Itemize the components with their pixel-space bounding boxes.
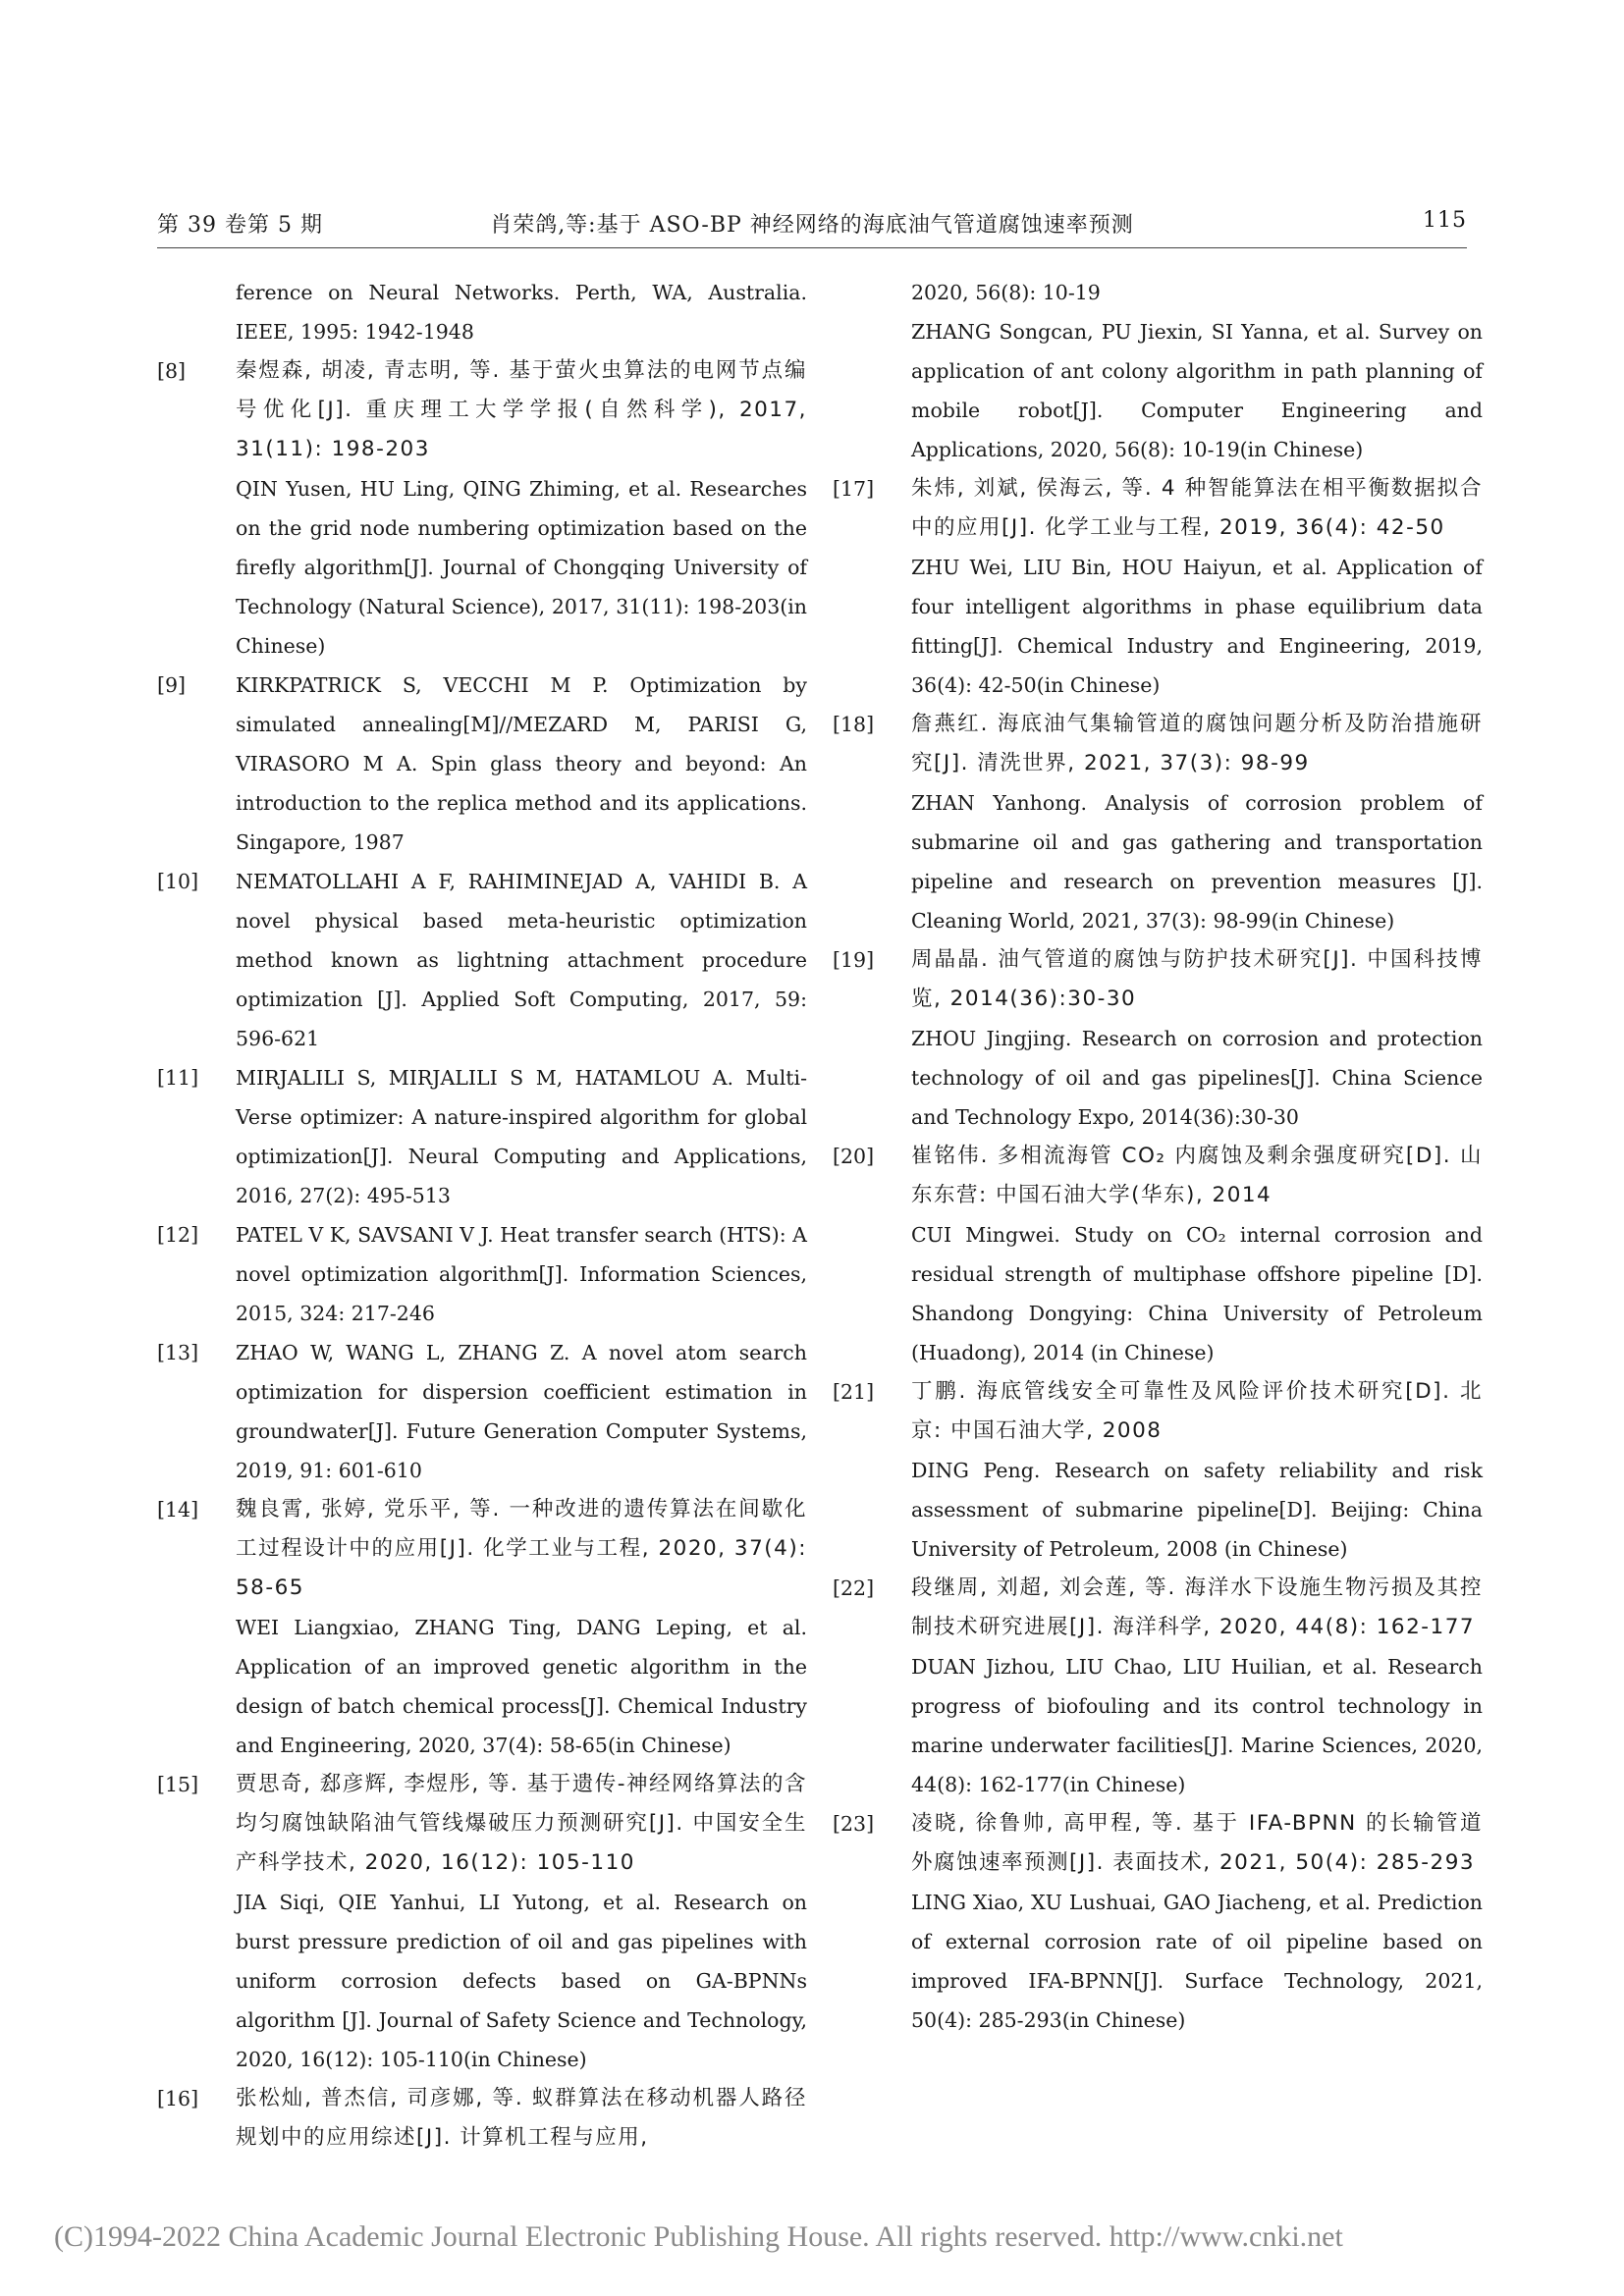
- reference-text-english: DUAN Jizhou, LIU Chao, LIU Huilian, et al. Research progress of biofouling and its control technology in marine underwater facilities[J]. Marine Sciences, 2020, 44(8): 162-177(in Chinese): [911, 1655, 1483, 1796]
- reference-text-chinese: 周晶晶. 油气管道的腐蚀与防护技术研究[J]. 中国科技博览, 2014(36):30-30: [911, 947, 1483, 1011]
- reference-text-english: DING Peng. Research on safety reliability and risk assessment of submarine pipeline[D]. Beijing: China University of Petroleum, 2008 (in Chinese): [911, 1459, 1483, 1561]
- reference-item: [157, 351, 807, 666]
- reference-text-english: LING Xiao, XU Lushuai, GAO Jiacheng, et al. Prediction of external corrosion rate of oil pipeline based on improved IFA-BPNN[J]. Surface Technology, 2021, 50(4): 285-293(in Chinese): [911, 1891, 1483, 2032]
- reference-item: [157, 1490, 807, 1765]
- running-title: 肖荣鸽,等:基于 ASO-BP 神经网络的海底油气管道腐蚀速率预测: [490, 213, 1134, 238]
- page-number: 115: [1423, 208, 1467, 233]
- reference-text-chinese: 丁鹏. 海底管线安全可靠性及风险评价技术研究[D]. 北京: 中国石油大学, 2008: [911, 1379, 1483, 1443]
- reference-text-chinese: 贾思奇, 郄彦辉, 李煜彤, 等. 基于遗传-神经网络算法的含均匀腐蚀缺陷油气管线爆破压力预测研究[J]. 中国安全生产科学技术, 2020, 16(12): 105-110: [236, 1772, 807, 1875]
- reference-text-chinese: 朱炜, 刘斌, 侯海云, 等. 4 种智能算法在相平衡数据拟合中的应用[J]. 化学工业与工程, 2019, 36(4): 42-50: [911, 476, 1483, 540]
- reference-number: [8]: [157, 359, 187, 383]
- reference-text-chinese: 詹燕红. 海底油气集输管道的腐蚀问题分析及防治措施研究[J]. 清洗世界, 2021, 37(3): 98-99: [911, 712, 1483, 775]
- reference-number: [17]: [833, 477, 875, 501]
- reference-text-english: JIA Siqi, QIE Yanhui, LI Yutong, et al. Research on burst pressure prediction of oil and gas pipelines with uniform corrosion defects based on GA-BPNNs algorithm [J]. Journal of Safety Science and Technology, 2020, 16(12): 105-110(in Chinese): [236, 1891, 807, 2071]
- reference-item: [157, 2079, 807, 2158]
- right-column: [833, 273, 1483, 2040]
- reference-item: [833, 705, 1483, 940]
- reference-text-english: ZHU Wei, LIU Bin, HOU Haiyun, et al. Application of four intelligent algorithms in phase equilibrium data fitting[J]. Chemical Industry and Engineering, 2019, 36(4): 42-50(in Chinese): [911, 556, 1483, 697]
- reference-number: [15]: [157, 1773, 199, 1796]
- reference-number: [20]: [833, 1145, 875, 1168]
- reference-number: [21]: [833, 1380, 875, 1404]
- reference-item: [833, 1804, 1483, 2040]
- journal-issue: 第 39 卷第 5 期: [157, 213, 323, 238]
- reference-text-english: NEMATOLLAHI A F, RAHIMINEJAD A, VAHIDI B. A novel physical based meta-heuristic optimization method known as lightning attachment procedure optimization [J]. Applied Soft Computing, 2017, 59: 596-621: [236, 870, 807, 1050]
- reference-text-chinese: 段继周, 刘超, 刘会莲, 等. 海洋水下设施生物污损及其控制技术研究进展[J]. 海洋科学, 2020, 44(8): 162-177: [911, 1575, 1483, 1639]
- reference-item: [833, 1569, 1483, 1804]
- left-column: [157, 273, 807, 2158]
- reference-number: [11]: [157, 1066, 199, 1090]
- reference-text-chinese: 张松灿, 普杰信, 司彦娜, 等. 蚁群算法在移动机器人路径规划中的应用综述[J]. 计算机工程与应用,: [236, 2086, 807, 2150]
- reference-item: [833, 940, 1483, 1137]
- reference-text-english: ZHAN Yanhong. Analysis of corrosion problem of submarine oil and gas gathering and transportation pipeline and research on prevention measures [J]. Cleaning World, 2021, 37(3): 98-99(in Chinese): [911, 791, 1483, 933]
- reference-text-chinese: 秦煜森, 胡凌, 青志明, 等. 基于萤火虫算法的电网节点编号优化[J]. 重庆理工大学学报(自然科学), 2017, 31(11): 198-203: [236, 358, 807, 461]
- reference-continuation: 2020, 56(8): 10-19: [911, 281, 1101, 304]
- reference-number: [10]: [157, 870, 199, 893]
- reference-continuation: ference on Neural Networks. Perth, WA, Australia. IEEE, 1995: 1942-1948: [236, 281, 807, 344]
- reference-text-english: ZHOU Jingjing. Research on corrosion and protection technology of oil and gas pipelines[J]. China Science and Technology Expo, 2014(36):30-30: [911, 1027, 1483, 1129]
- reference-number: [23]: [833, 1812, 875, 1836]
- reference-text-english: MIRJALILI S, MIRJALILI S M, HATAMLOU A. Multi-Verse optimizer: A nature-inspired algorithm for global optimization[J]. Neural Computing and Applications, 2016, 27(2): 495-513: [236, 1066, 807, 1207]
- reference-number: [9]: [157, 673, 187, 697]
- reference-text-chinese: 魏良霄, 张婷, 党乐平, 等. 一种改进的遗传算法在间歇化工过程设计中的应用[J]. 化学工业与工程, 2020, 37(4): 58-65: [236, 1497, 807, 1600]
- reference-continuation: ZHANG Songcan, PU Jiexin, SI Yanna, et al. Survey on application of ant colony algorithm in path planning of mobile robot[J]. Computer Engineering and Applications, 2020, 56(8): 10-19(in Chinese): [911, 320, 1483, 461]
- reference-text-english: KIRKPATRICK S, VECCHI M P. Optimization by simulated annealing[M]//MEZARD M, PARISI G, VIRASORO M A. Spin glass theory and beyond: An introduction to the replica method and its applications. Singapore, 1987: [236, 673, 807, 854]
- reference-item: [833, 469, 1483, 705]
- reference-item: [157, 1333, 807, 1490]
- reference-item: [157, 1765, 807, 2079]
- reference-number: [16]: [157, 2087, 199, 2110]
- reference-text-english: ZHAO W, WANG L, ZHANG Z. A novel atom search optimization for dispersion coefficient estimation in groundwater[J]. Future Generation Computer Systems, 2019, 91: 601-610: [236, 1341, 807, 1482]
- reference-text-chinese: 崔铭伟. 多相流海管 CO₂ 内腐蚀及剩余强度研究[D]. 山东东营: 中国石油大学(华东), 2014: [911, 1144, 1483, 1207]
- reference-item: [833, 1137, 1483, 1372]
- reference-number: [18]: [833, 713, 875, 736]
- reference-text-chinese: 凌晓, 徐鲁帅, 高甲程, 等. 基于 IFA-BPNN 的长输管道外腐蚀速率预测[J]. 表面技术, 2021, 50(4): 285-293: [911, 1811, 1483, 1875]
- reference-number: [14]: [157, 1498, 199, 1522]
- reference-item: [157, 1058, 807, 1215]
- reference-text-english: WEI Liangxiao, ZHANG Ting, DANG Leping, et al. Application of an improved genetic algorithm in the design of batch chemical process[J]. Chemical Industry and Engineering, 2020, 37(4): 58-65(in Chinese): [236, 1616, 807, 1757]
- reference-item: [157, 862, 807, 1058]
- reference-text-english: PATEL V K, SAVSANI V J. Heat transfer search (HTS): A novel optimization algorithm[J]. Information Sciences, 2015, 324: 217-246: [236, 1223, 807, 1325]
- reference-number: [22]: [833, 1576, 875, 1600]
- reference-number: [13]: [157, 1341, 199, 1364]
- header-rule: [157, 247, 1467, 248]
- reference-item: [157, 1215, 807, 1333]
- copyright-footer: (C)1994-2022 China Academic Journal Electronic Publishing House. All rights reserved. http://www.cnki.net: [54, 2220, 1343, 2253]
- reference-item: [833, 1372, 1483, 1569]
- running-header: [157, 208, 1467, 243]
- reference-text-english: CUI Mingwei. Study on CO₂ internal corrosion and residual strength of multiphase offshore pipeline [D]. Shandong Dongying: China University of Petroleum (Huadong), 2014 (in Chinese): [911, 1223, 1483, 1364]
- reference-item: [157, 666, 807, 862]
- reference-text-english: QIN Yusen, HU Ling, QING Zhiming, et al. Researches on the grid node numbering optimization based on the firefly algorithm[J]. Journal of Chongqing University of Technology (Natural Science), 2017, 31(11): 198-203(in Chinese): [236, 477, 807, 658]
- reference-number: [12]: [157, 1223, 199, 1247]
- reference-number: [19]: [833, 948, 875, 972]
